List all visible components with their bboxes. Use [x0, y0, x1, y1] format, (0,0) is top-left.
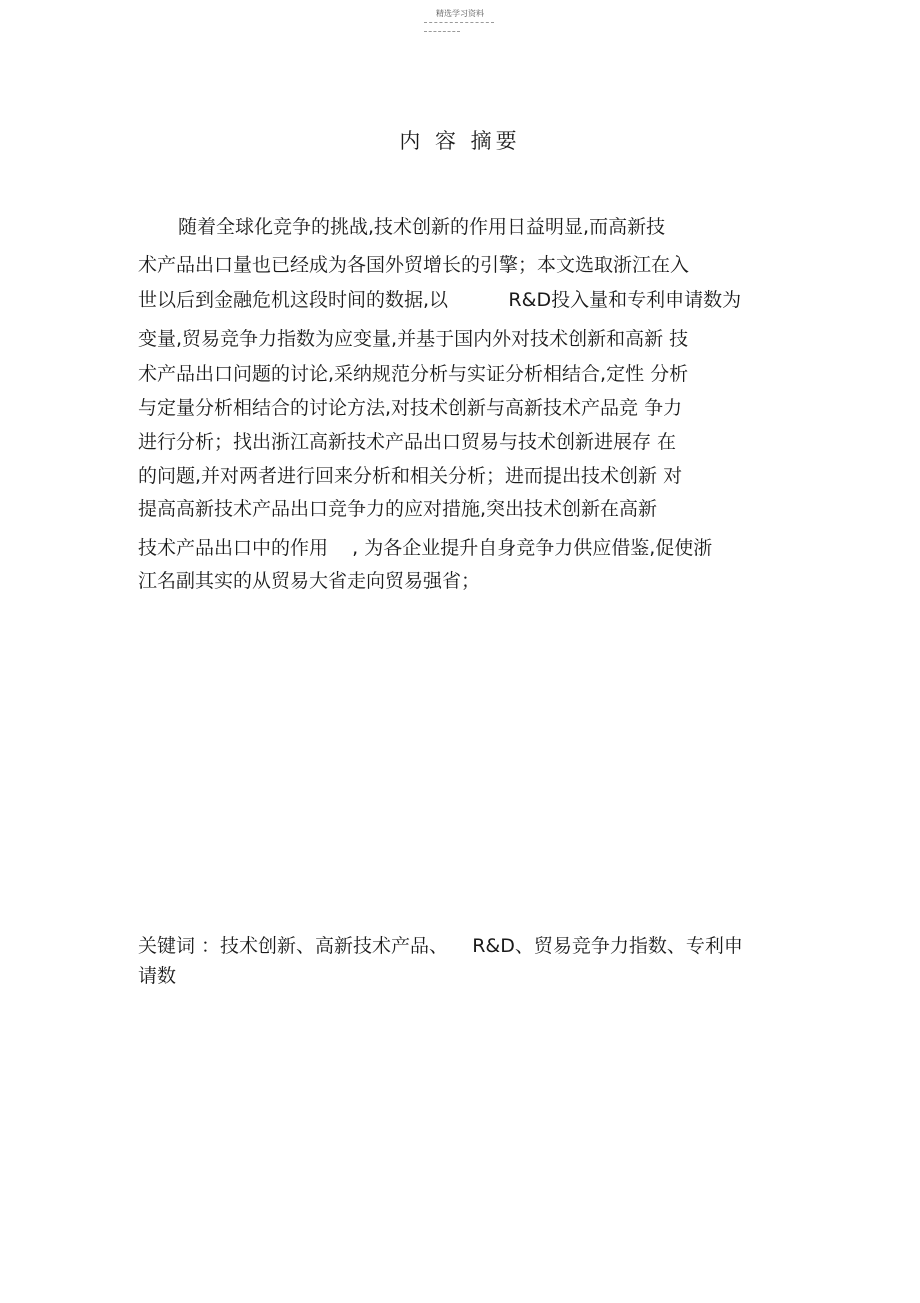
header-divider [424, 31, 460, 33]
abstract-line: 与定量分析相结合的讨论方法,对技术创新与高新技术产品竞 争力 [138, 397, 683, 419]
abstract-line: 变量,贸易竞争力指数为应变量,并基于国内外对技术创新和高新 技 [138, 328, 689, 350]
abstract-line: 术产品出口量也已经成为各国外贸增长的引擎；本文选取浙江在入 [138, 254, 690, 276]
page-title: 内 容 摘要 [399, 129, 521, 153]
abstract-line: 术产品出口问题的讨论,采纳规范分析与实证分析相结合,定性 分析 [138, 363, 689, 385]
header-divider [424, 22, 494, 24]
abstract-line: 提高高新技术产品出口竞争力的应对措施,突出技术创新在高新 [138, 498, 658, 520]
abstract-line: 世以后到金融危机这段时间的数据,以 R&D投入量和专利申请数为 [138, 289, 742, 311]
abstract-line: 进行分析；找出浙江高新技术产品出口贸易与技术创新进展存 在 [138, 431, 677, 453]
abstract-line: 的问题,并对两者进行回来分析和相关分析；进而提出技术创新 对 [138, 465, 683, 487]
abstract-line: 随着全球化竞争的挑战,技术创新的作用日益明显,而高新技 [178, 216, 666, 238]
abstract-line: 技术产品出口中的作用 , 为各企业提升自身竞争力供应借鉴,促使浙 [138, 537, 713, 559]
abstract-line: 江名副其实的从贸易大省走向贸易强省； [138, 570, 481, 592]
header-note: 精选学习资料 [436, 9, 484, 18]
keywords-line: 请数 [138, 965, 177, 987]
keywords-line: 关键词 ：技术创新、高新技术产品、 R&D、贸易竞争力指数、专利申 [138, 935, 743, 957]
